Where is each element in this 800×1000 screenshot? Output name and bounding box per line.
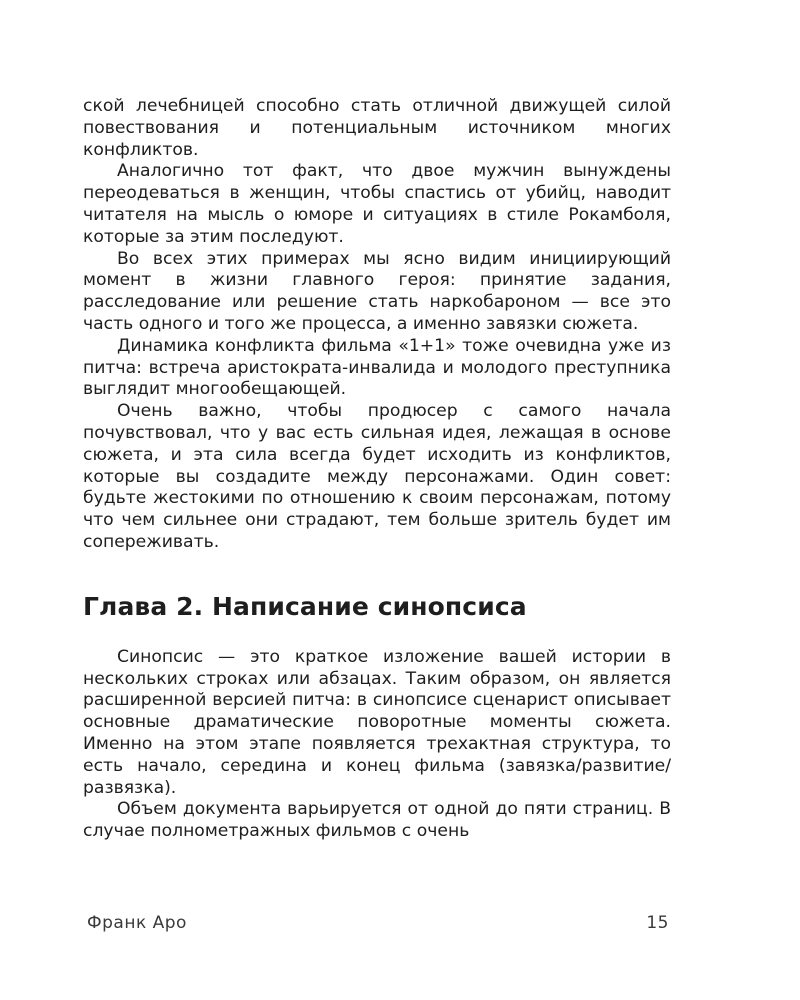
page-number: 15 xyxy=(646,913,669,933)
chapter-heading: Глава 2. Написание синопсиса xyxy=(83,591,527,621)
footer-author: Франк Аро xyxy=(87,913,187,933)
paragraph: Во всех этих примерах мы ясно видим инициирующий момент в жизни главного героя: принятие задания, расследование или решение стать наркобароном — все это часть одного и того же процесса, а именно завязки сюжета. xyxy=(83,248,671,334)
paragraph: Очень важно, чтобы продюсер с самого начала почувствовал, что у вас есть сильная идея, лежащая в основе сюжета, и эта сила всегда будет исходить из конфликтов, которые вы создадите между персонажами. Один совет: будьте жестокими по отношению к своим персонажам, потому что чем сильнее они страдают, тем больше зритель будет им сопереживать. xyxy=(83,401,671,552)
paragraph: Динамика конфликта фильма «1+1» тоже очевидна уже из питча: встреча аристократа-инвалида и молодого преступника выглядит многообещающей. xyxy=(83,335,671,400)
paragraph: Аналогично тот факт, что двое мужчин вынуждены переодеваться в женщин, чтобы спастись от убийц, наводит читателя на мысль о юморе и ситуациях в стиле Рокамболя, которые за этим последуют. xyxy=(83,161,671,247)
paragraph: Объем документа варьируется от одной до пяти страниц. В случае полнометражных фильмов с очень xyxy=(83,799,671,842)
page-content xyxy=(83,96,671,843)
paragraph: Синопсис — это краткое изложение вашей истории в нескольких строках или абзацах. Таким образом, он является расширенной версией питча: в синопсисе сценарист описывает основные драматические поворотные моменты сюжета. Именно на этом этапе появляется трехактная структура, то есть начало, середина и конец фильма (завязка/развитие/развязка). xyxy=(83,646,671,798)
paragraph-continuation: ской лечебницей способно стать отличной движущей силой повествования и потенциальным источником многих конфликтов. xyxy=(83,96,671,160)
